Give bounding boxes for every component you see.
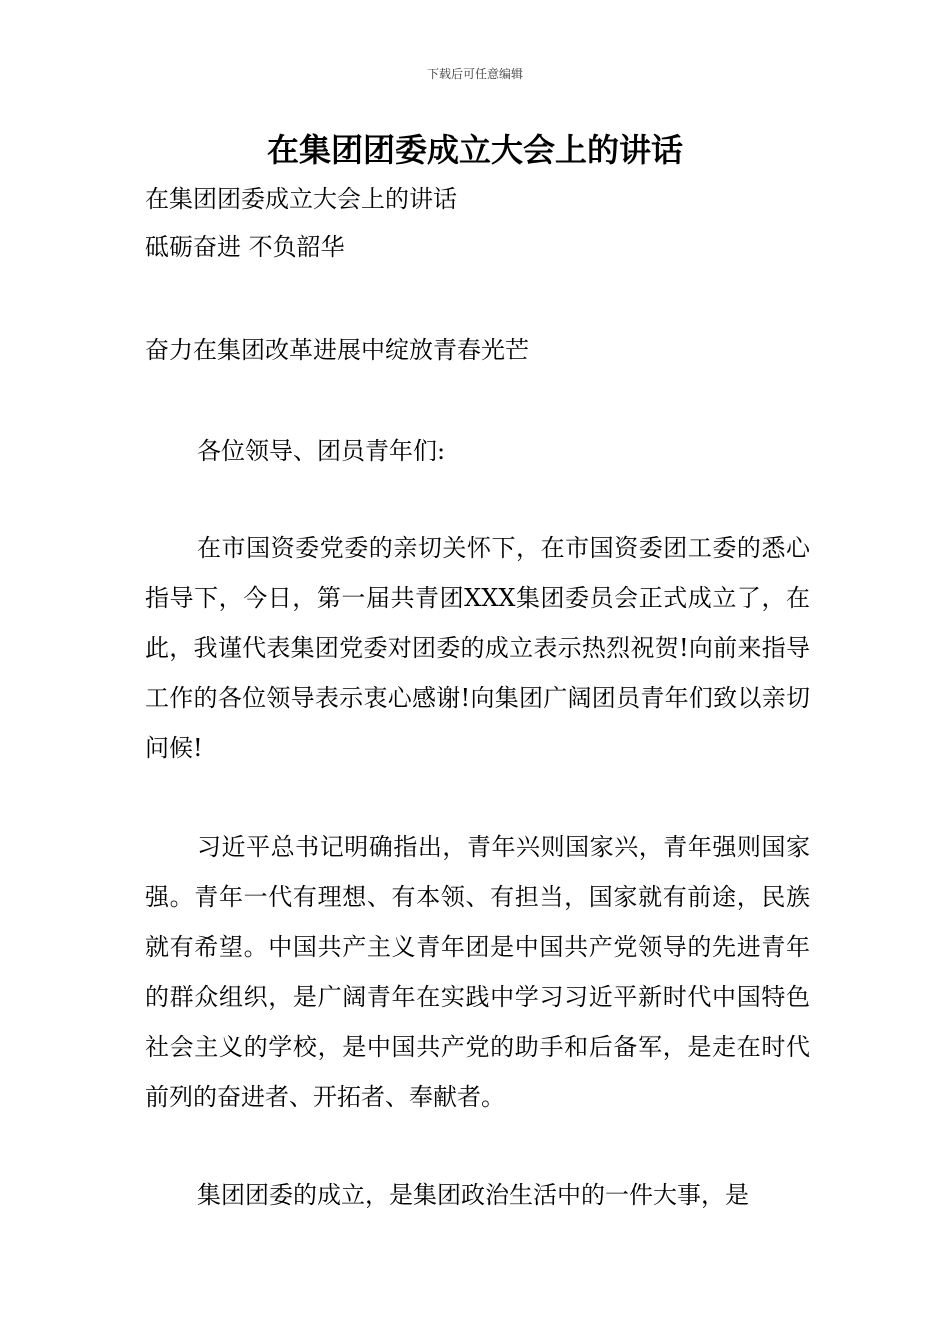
paragraph-1: 在市国资委党委的亲切关怀下，在市国资委团工委的悉心指导下，今日，第一届共青团XXX集团委员会正式成立了，在此，我谨代表集团党委对团委的成立表示热烈祝贺!向前来指导工作的各位领导表示衷心感谢!向集团广阔团员青年们致以亲切问候! (145, 534, 810, 762)
salutation: 各位领导、团员青年们: (197, 437, 446, 465)
document-title: 在集团团委成立大会上的讲话 (266, 131, 683, 169)
subtitle-line-2: 砥砺奋进 不负韶华 (145, 233, 345, 261)
paragraph-3: 集团团委的成立，是集团政治生活中的一件大事，是 (197, 1181, 749, 1209)
subtitle-line-3: 奋力在集团改革进展中绽放青春光芒 (145, 336, 529, 364)
subtitle-line-1: 在集团团委成立大会上的讲话 (145, 185, 457, 213)
paragraph-2: 习近平总书记明确指出，青年兴则国家兴，青年强则国家强。青年一代有理想、有本领、有担当，国家就有前途，民族就有希望。中国共产主义青年团是中国共产党领导的先进青年的群众组织，是广阔青年在实践中学习习近平新时代中国特色社会主义的学校，是中国共产党的助手和后备军，是走在时代前列的奋进者、开拓者、奉献者。 (145, 833, 810, 1111)
header-note: 下载后可任意编辑 (426, 67, 523, 81)
